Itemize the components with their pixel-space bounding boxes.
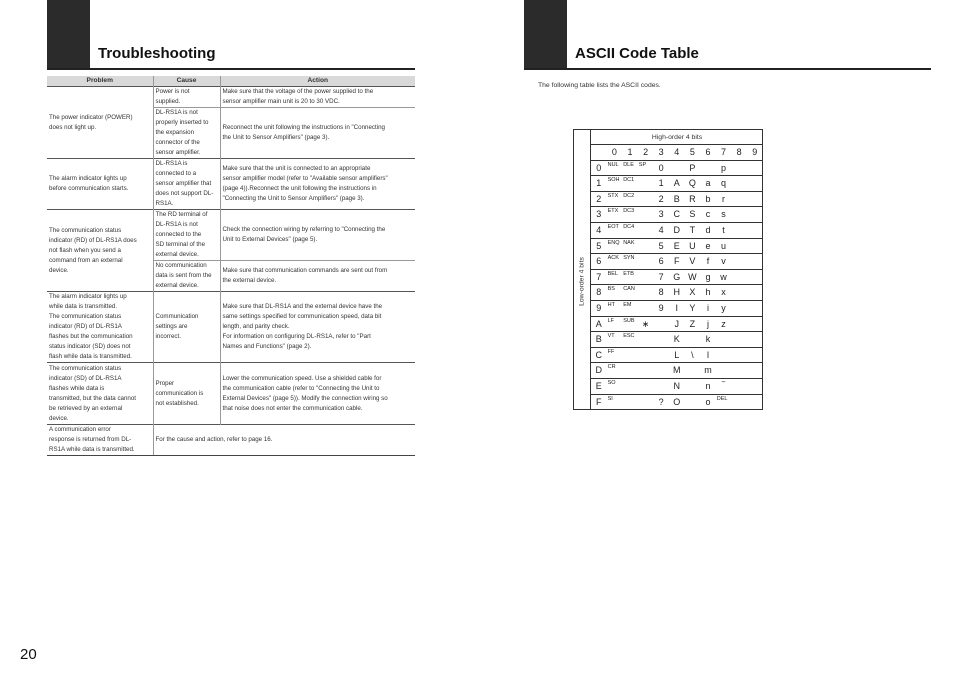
ascii-char-cell: DC2 bbox=[623, 192, 635, 199]
text-line: The RD terminal of bbox=[155, 211, 208, 218]
high-order-digit: 5 bbox=[689, 147, 695, 157]
ascii-row bbox=[591, 348, 763, 364]
action-cell bbox=[220, 261, 415, 292]
intro-text: The following table lists the ASCII codes. bbox=[538, 82, 661, 89]
ascii-char-cell bbox=[669, 161, 685, 176]
problem-cell bbox=[47, 363, 153, 425]
text-line: Power is not bbox=[155, 88, 190, 95]
ascii-char-cell: A bbox=[673, 178, 680, 189]
ascii-char-cell: ETX bbox=[607, 208, 619, 215]
low-order-digit: 6 bbox=[596, 256, 602, 267]
text-line: not established. bbox=[155, 399, 199, 407]
ascii-char-cell bbox=[638, 223, 654, 238]
text-line: The alarm indicator lights up bbox=[49, 175, 127, 182]
text-line: the expansion bbox=[155, 129, 195, 136]
ascii-char-cell: v bbox=[721, 256, 726, 267]
text-line: SD terminal of the bbox=[155, 241, 206, 248]
ascii-char-cell bbox=[685, 363, 701, 378]
ascii-char-cell: 5 bbox=[658, 240, 664, 251]
ascii-char-cell: G bbox=[673, 271, 681, 282]
cause-cell bbox=[153, 210, 220, 261]
ascii-char-cell bbox=[638, 332, 654, 347]
text-line: sensor amplifier main unit is 20 to 30 VDC. bbox=[222, 98, 340, 105]
ascii-char-cell: DLE bbox=[623, 161, 634, 168]
ascii-char-cell: f bbox=[706, 256, 710, 267]
text-line: before communication starts. bbox=[49, 185, 129, 192]
ascii-char-cell: S bbox=[689, 209, 696, 220]
text-line: DL-RS1A is not bbox=[155, 221, 198, 228]
text-line: External Devices" (page 5)). Modify the connection wiring so bbox=[222, 394, 388, 402]
ascii-char-cell: LF bbox=[607, 317, 615, 324]
text-line: Proper bbox=[155, 379, 175, 387]
text-line: the external device. bbox=[222, 277, 277, 284]
high-order-digit: 3 bbox=[658, 147, 664, 157]
ascii-char-cell bbox=[716, 363, 732, 378]
ascii-char-cell: h bbox=[705, 287, 711, 298]
ascii-char-cell: y bbox=[721, 302, 726, 313]
text-line: device. bbox=[49, 414, 69, 422]
ascii-char-cell: Q bbox=[688, 178, 696, 189]
ascii-char-cell bbox=[638, 348, 654, 363]
ascii-char-cell: 9 bbox=[658, 302, 664, 313]
text-line: The alarm indicator lights up bbox=[49, 293, 127, 300]
text-line: A communication error bbox=[49, 426, 111, 433]
text-line: DL-RS1A is not bbox=[155, 109, 198, 116]
problem-cell bbox=[47, 87, 153, 159]
ascii-char-cell: l bbox=[706, 349, 709, 360]
ascii-char-cell bbox=[716, 332, 732, 347]
action-cell bbox=[220, 159, 415, 210]
ascii-char-cell: F bbox=[674, 256, 680, 267]
ascii-char-cell bbox=[638, 379, 654, 394]
text-line: does not light up. bbox=[49, 123, 97, 131]
ascii-char-cell: ACK bbox=[607, 255, 619, 262]
text-line: Make sure that communication commands are sent out from bbox=[222, 267, 388, 274]
page-number: 20 bbox=[20, 646, 37, 663]
text-line: RS1A while data is transmitted. bbox=[49, 446, 135, 453]
cause-cell bbox=[153, 159, 220, 210]
text-line: transmitted, but the data cannot bbox=[49, 394, 137, 402]
corner-cell bbox=[591, 145, 607, 160]
text-line: sensor amplifier. bbox=[155, 149, 201, 156]
ascii-char-cell: \ bbox=[691, 349, 694, 360]
table-row bbox=[47, 425, 415, 456]
text-line: Make sure that the voltage of the power supplied to the bbox=[222, 88, 374, 95]
ascii-char-cell bbox=[638, 207, 654, 222]
ascii-row bbox=[591, 395, 763, 411]
low-order-digit: C bbox=[595, 349, 603, 360]
text-line: incorrect. bbox=[155, 333, 181, 340]
ascii-row bbox=[591, 363, 763, 379]
ascii-char-cell: ∗ bbox=[641, 318, 650, 329]
ascii-char-cell bbox=[653, 348, 669, 363]
ascii-char-cell: X bbox=[689, 287, 696, 298]
text-line: The communication status bbox=[49, 226, 122, 234]
table-row bbox=[47, 87, 415, 108]
page-title: ASCII Code Table bbox=[575, 45, 699, 62]
ascii-char-cell: I bbox=[675, 302, 679, 313]
ascii-char-cell bbox=[622, 395, 638, 411]
ascii-char-cell bbox=[622, 348, 638, 363]
ascii-char-cell: w bbox=[720, 271, 727, 282]
ascii-char-cell: BEL bbox=[607, 270, 618, 277]
low-order-digit: A bbox=[595, 318, 602, 329]
ascii-char-cell: M bbox=[673, 365, 681, 376]
high-order-digit: 1 bbox=[627, 147, 633, 157]
text-line: "Connecting the Unit to Sensor Amplifiers" (page 3). bbox=[222, 195, 365, 202]
ascii-char-cell: DEL bbox=[716, 395, 728, 402]
ascii-char-cell: r bbox=[722, 193, 726, 204]
ascii-char-cell bbox=[653, 363, 669, 378]
ascii-row bbox=[591, 176, 763, 192]
text-line: Communication bbox=[155, 313, 199, 320]
ascii-char-cell bbox=[700, 161, 716, 176]
text-line: (page 4)).Reconnect the unit following the instructions in bbox=[222, 185, 377, 192]
ascii-row bbox=[591, 239, 763, 255]
text-line: indicator (SD) of DL-RS1A bbox=[49, 374, 122, 382]
ascii-char-cell: V bbox=[689, 256, 696, 267]
ascii-row bbox=[591, 192, 763, 208]
ascii-char-cell bbox=[638, 270, 654, 285]
column-header-cause: Cause bbox=[153, 76, 220, 87]
ascii-char-cell: R bbox=[689, 193, 696, 204]
text-line: the Unit to Sensor Amplifiers" (page 3). bbox=[222, 134, 330, 141]
ascii-char-cell: VT bbox=[607, 333, 615, 340]
text-line: device. bbox=[49, 266, 69, 274]
title-rule bbox=[524, 68, 931, 70]
ascii-row bbox=[591, 270, 763, 286]
text-line: not flash when you send a bbox=[49, 246, 121, 254]
ascii-char-cell bbox=[685, 395, 701, 411]
ascii-char-cell: K bbox=[673, 334, 680, 345]
ascii-char-cell: SYN bbox=[623, 255, 635, 262]
text-line: the communication cable (refer to "Connecting the Unit to bbox=[222, 384, 380, 392]
table-row bbox=[47, 210, 415, 261]
text-line: that noise does not enter the communication cable. bbox=[222, 404, 363, 412]
text-line: supplied. bbox=[155, 98, 181, 105]
low-order-digit: 5 bbox=[596, 240, 602, 251]
text-line: external device. bbox=[155, 282, 199, 289]
text-line: communication is bbox=[155, 389, 204, 397]
ascii-char-cell: L bbox=[674, 349, 680, 360]
ascii-char-cell: SO bbox=[607, 379, 616, 386]
text-line: connector of the bbox=[155, 139, 200, 146]
text-line: does not support DL- bbox=[155, 190, 214, 197]
low-order-digit: 1 bbox=[596, 178, 602, 189]
action-cell bbox=[220, 363, 415, 425]
ascii-row bbox=[591, 379, 763, 395]
ascii-char-cell bbox=[685, 332, 701, 347]
ascii-char-cell: s bbox=[721, 209, 726, 220]
text-line: status indicator (SD) does not bbox=[49, 343, 131, 350]
ascii-char-cell: SP bbox=[638, 161, 647, 168]
ascii-char-cell: x bbox=[721, 287, 726, 298]
ascii-char-cell bbox=[638, 301, 654, 316]
ascii-char-cell bbox=[653, 379, 669, 394]
problem-cell bbox=[47, 292, 153, 363]
ascii-char-cell: a bbox=[705, 178, 711, 189]
action-cell bbox=[220, 292, 415, 363]
text-line: Lower the communication speed. Use a shielded cable for bbox=[222, 374, 382, 382]
cause-cell bbox=[153, 363, 220, 425]
ascii-char-cell: ESC bbox=[623, 333, 635, 340]
ascii-char-cell: P bbox=[689, 162, 696, 173]
high-order-label: High-order 4 bits bbox=[590, 130, 763, 145]
text-line: For information on configuring DL-RS1A, refer to "Part bbox=[222, 333, 371, 340]
table-row bbox=[47, 363, 415, 425]
text-line: external device. bbox=[155, 251, 199, 258]
ascii-char-cell: p bbox=[721, 162, 727, 173]
ascii-char-cell: Y bbox=[689, 302, 696, 313]
action-cell bbox=[220, 87, 415, 108]
ascii-char-cell: k bbox=[705, 334, 711, 345]
column-header-problem: Problem bbox=[47, 76, 153, 87]
ascii-char-cell bbox=[622, 379, 638, 394]
low-order-digit: 0 bbox=[596, 162, 602, 173]
ascii-char-cell: CAN bbox=[623, 286, 635, 293]
table-row bbox=[47, 159, 415, 210]
ascii-char-cell: NAK bbox=[623, 239, 635, 246]
ascii-char-cell: BS bbox=[607, 286, 615, 293]
section-tab-block bbox=[47, 0, 90, 70]
ascii-char-cell: 6 bbox=[658, 256, 664, 267]
ascii-char-cell bbox=[638, 395, 654, 411]
section-tab-block bbox=[524, 0, 567, 70]
ascii-char-cell: O bbox=[673, 396, 681, 407]
ascii-char-cell: ENQ bbox=[607, 239, 620, 246]
low-order-digit: 3 bbox=[596, 209, 602, 220]
low-order-digit: 7 bbox=[596, 271, 602, 282]
text-line: Check the connection wiring by referring to "Connecting the bbox=[222, 226, 386, 233]
ascii-char-cell: m bbox=[704, 365, 712, 376]
ascii-char-cell: SUB bbox=[623, 317, 635, 324]
text-line: settings are bbox=[155, 323, 188, 330]
ascii-char-cell: STX bbox=[607, 192, 619, 199]
text-line: RS1A. bbox=[155, 200, 174, 207]
ascii-char-cell: HT bbox=[607, 301, 615, 308]
high-order-digit: 8 bbox=[736, 147, 742, 157]
text-line: The power indicator (POWER) bbox=[49, 113, 133, 121]
ascii-row bbox=[591, 223, 763, 239]
ascii-char-cell: DC3 bbox=[623, 208, 635, 215]
text-line: while data is transmitted. bbox=[49, 303, 118, 310]
ascii-char-cell: CR bbox=[607, 364, 616, 371]
ascii-char-cell: D bbox=[673, 224, 681, 235]
ascii-char-cell: i bbox=[706, 302, 709, 313]
problem-cell bbox=[47, 425, 153, 456]
troubleshooting-table bbox=[47, 76, 415, 456]
text-line: Unit to External Devices" (page 5). bbox=[222, 236, 318, 243]
ascii-char-cell: B bbox=[673, 193, 680, 204]
ascii-char-cell bbox=[638, 192, 654, 207]
low-order-digit: 4 bbox=[596, 224, 602, 235]
ascii-char-cell: T bbox=[689, 224, 696, 235]
ascii-char-cell bbox=[716, 348, 732, 363]
low-order-digit: D bbox=[595, 365, 603, 376]
ascii-char-cell: g bbox=[705, 271, 711, 282]
ascii-char-cell: ETB bbox=[623, 270, 634, 277]
ascii-char-cell: EOT bbox=[607, 223, 619, 230]
ascii-grid bbox=[590, 145, 763, 410]
text-line: For the cause and action, refer to page 16. bbox=[155, 436, 273, 443]
ascii-char-cell: o bbox=[705, 396, 711, 407]
low-order-digit: 8 bbox=[596, 287, 602, 298]
text-line: The communication status bbox=[49, 313, 122, 320]
high-order-digit: 0 bbox=[611, 147, 617, 157]
ascii-char-cell: z bbox=[721, 318, 726, 329]
low-order-digit: 2 bbox=[596, 193, 602, 204]
cause-cell bbox=[153, 292, 220, 363]
ascii-char-cell: c bbox=[705, 209, 711, 220]
ascii-char-cell bbox=[638, 254, 654, 269]
ascii-char-cell: q bbox=[721, 178, 727, 189]
ascii-char-cell bbox=[638, 239, 654, 254]
ascii-char-cell: N bbox=[673, 380, 681, 391]
high-order-digit: 2 bbox=[643, 147, 649, 157]
problem-cell bbox=[47, 210, 153, 292]
ascii-char-cell bbox=[685, 379, 701, 394]
ascii-char-cell: W bbox=[688, 271, 697, 282]
ascii-char-cell: ? bbox=[658, 396, 664, 407]
title-rule bbox=[47, 68, 415, 70]
text-line: flash while data is transmitted. bbox=[49, 353, 132, 360]
high-order-digit: 9 bbox=[752, 147, 758, 157]
ascii-char-cell: d bbox=[705, 224, 711, 235]
text-line: data is sent from the bbox=[155, 272, 212, 279]
ascii-char-cell: SI bbox=[607, 395, 613, 402]
ascii-char-cell: FF bbox=[607, 348, 615, 355]
text-line: Reconnect the unit following the instructions in "Connecting bbox=[222, 124, 385, 131]
text-line: No communication bbox=[155, 262, 207, 269]
ascii-row bbox=[591, 317, 763, 333]
text-line: connected to a bbox=[155, 170, 197, 177]
text-line: Make sure that DL-RS1A and the external device have the bbox=[222, 303, 383, 310]
table-row bbox=[47, 292, 415, 363]
ascii-char-cell bbox=[653, 332, 669, 347]
column-header-action: Action bbox=[220, 76, 415, 87]
ascii-row bbox=[591, 254, 763, 270]
ascii-char-cell: e bbox=[705, 240, 711, 251]
ascii-char-cell: 7 bbox=[658, 271, 664, 282]
cause-cell bbox=[153, 261, 220, 292]
ascii-char-cell: U bbox=[689, 240, 696, 251]
ascii-char-cell bbox=[638, 176, 654, 191]
ascii-char-cell: 1 bbox=[658, 178, 664, 189]
ascii-char-cell: ‾ bbox=[722, 380, 726, 391]
ascii-char-cell: J bbox=[674, 318, 680, 329]
ascii-char-cell: NUL bbox=[607, 161, 619, 168]
table-header-row bbox=[47, 76, 415, 87]
ascii-char-cell: 2 bbox=[658, 193, 664, 204]
ascii-char-cell bbox=[638, 285, 654, 300]
ascii-row bbox=[591, 332, 763, 348]
text-line: be retrieved by an external bbox=[49, 404, 123, 412]
ascii-char-cell: 4 bbox=[658, 224, 664, 235]
text-line: Names and Functions" (page 2). bbox=[222, 343, 312, 350]
cause-cell bbox=[153, 425, 415, 456]
action-cell bbox=[220, 210, 415, 261]
text-line: flashes while data is bbox=[49, 384, 105, 392]
ascii-row bbox=[591, 207, 763, 223]
ascii-char-cell: C bbox=[673, 209, 681, 220]
text-line: sensor amplifier that bbox=[155, 180, 212, 187]
cause-cell bbox=[153, 108, 220, 159]
text-line: Make sure that the unit is connected to an appropriate bbox=[222, 165, 371, 172]
action-cell bbox=[220, 108, 415, 159]
ascii-char-cell: b bbox=[705, 193, 711, 204]
ascii-row bbox=[591, 301, 763, 317]
low-order-digit: F bbox=[596, 396, 602, 407]
ascii-char-cell: EM bbox=[623, 301, 632, 308]
cause-cell bbox=[153, 87, 220, 108]
text-line: The communication status bbox=[49, 364, 122, 372]
page-title: Troubleshooting bbox=[98, 45, 216, 62]
text-line: properly inserted to bbox=[155, 119, 209, 126]
low-order-digit: E bbox=[595, 380, 602, 391]
ascii-char-cell: u bbox=[721, 240, 727, 251]
high-order-digit: 7 bbox=[721, 147, 727, 157]
text-line: connected to the bbox=[155, 231, 202, 238]
ascii-char-cell: Z bbox=[689, 318, 696, 329]
high-order-digit: 6 bbox=[705, 147, 711, 157]
text-line: same settings specified for communication speed, data bit bbox=[222, 313, 382, 320]
text-line: command from an external bbox=[49, 256, 123, 264]
problem-cell bbox=[47, 159, 153, 210]
low-order-digit: B bbox=[595, 334, 602, 345]
ascii-char-cell bbox=[638, 363, 654, 378]
ascii-char-cell: DC1 bbox=[623, 177, 635, 184]
low-order-digit: 9 bbox=[596, 302, 602, 313]
text-line: sensor amplifier model (refer to "Available sensor amplifiers" bbox=[222, 175, 388, 182]
text-line: flashes but the communication bbox=[49, 333, 133, 340]
high-order-digit: 4 bbox=[674, 147, 680, 157]
ascii-row bbox=[591, 161, 763, 177]
ascii-char-cell: t bbox=[722, 224, 725, 235]
ascii-char-cell: E bbox=[673, 240, 680, 251]
ascii-char-cell: j bbox=[706, 318, 709, 329]
ascii-row bbox=[591, 285, 763, 301]
ascii-header-row bbox=[591, 145, 763, 161]
low-order-label: Low-order 4 bits bbox=[578, 257, 586, 306]
ascii-char-cell: DC4 bbox=[623, 223, 635, 230]
text-line: length, and parity check. bbox=[222, 323, 290, 330]
ascii-char-cell: 8 bbox=[658, 287, 664, 298]
ascii-char-cell: n bbox=[705, 380, 711, 391]
text-line: indicator (RD) of DL-RS1A bbox=[49, 323, 122, 330]
text-line: indicator (RD) of DL-RS1A does bbox=[49, 236, 137, 244]
ascii-char-cell: SOH bbox=[607, 177, 620, 184]
ascii-code-table bbox=[573, 129, 763, 410]
ascii-char-cell: 3 bbox=[658, 209, 664, 220]
ascii-char-cell: 0 bbox=[658, 162, 664, 173]
text-line: DL-RS1A is bbox=[155, 160, 188, 167]
text-line: response is returned from DL- bbox=[49, 436, 132, 443]
ascii-char-cell bbox=[653, 317, 669, 332]
ascii-char-cell bbox=[622, 363, 638, 378]
ascii-char-cell: H bbox=[673, 287, 681, 298]
